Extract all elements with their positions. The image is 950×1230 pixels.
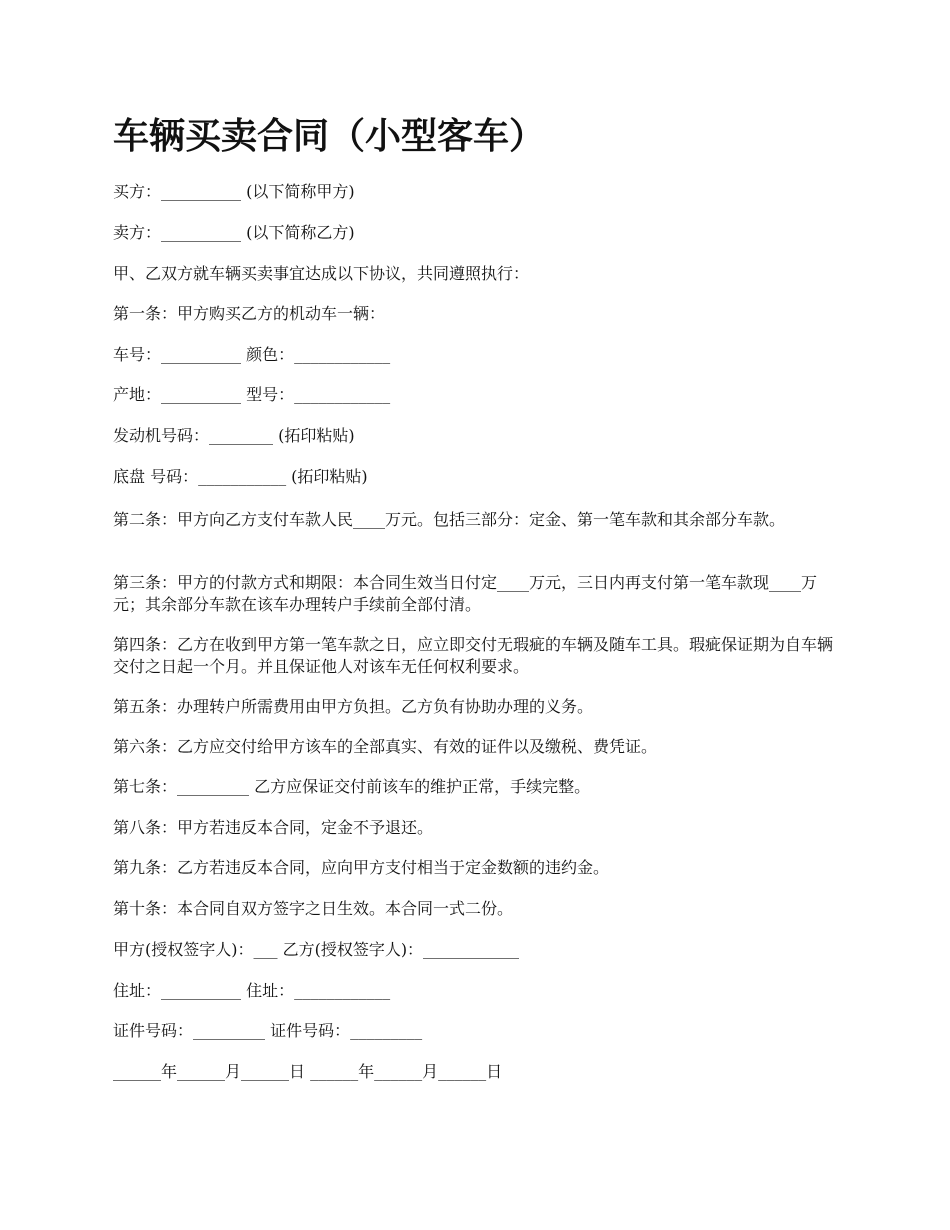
article-7: 第七条：_________ 乙方应保证交付前该车的维护正常，手续完整。 [113,777,591,796]
signatory-line: 甲方(授权签字人)：___ 乙方(授权签字人)：____________ [113,940,520,959]
article-8: 第八条：甲方若违反本合同，定金不予退还。 [113,818,434,837]
article-1: 第一条：甲方购买乙方的机动车一辆： [113,304,386,323]
engine-number-line: 发动机号码：________ (拓印粘贴) [113,426,355,445]
article-2: 第二条：甲方向乙方支付车款人民____万元。包括三部分：定金、第一笔车款和其余部分车款。 [113,510,786,529]
article-9: 第九条：乙方若违反本合同，应向甲方支付相当于定金数额的违约金。 [113,858,610,877]
vehicle-number-color-line: 车号：__________ 颜色：____________ [113,345,391,364]
buyer-line: 买方：__________ (以下简称甲方) [113,182,355,201]
address-line: 住址：__________ 住址：____________ [113,981,391,1000]
article-3: 第三条：甲方的付款方式和期限：本合同生效当日付定____万元，三日内再支付第一笔车款现____万元；其余部分车款在该车办理转户手续前全部付清。 [113,573,818,614]
id-number-line: 证件号码：_________ 证件号码：_________ [113,1021,423,1040]
chassis-number-line: 底盘 号码：___________ (拓印粘贴) [113,467,368,486]
article-6: 第六条：乙方应交付给甲方该车的全部真实、有效的证件以及缴税、费凭证。 [113,737,658,756]
agreement-intro: 甲、乙双方就车辆买卖事宜达成以下协议，共同遵照执行： [113,264,530,283]
origin-model-line: 产地：__________ 型号：____________ [113,385,391,404]
seller-line: 卖方：__________ (以下简称乙方) [113,223,355,242]
document-title: 车辆买卖合同（小型客车） [113,115,546,157]
article-10: 第十条：本合同自双方签字之日生效。本合同一式二份。 [113,899,514,918]
date-line: ______年______月______日 ______年______月______日 [113,1062,503,1081]
article-4: 第四条：乙方在收到甲方第一笔车款之日，应立即交付无瑕疵的车辆及随车工具。瑕疵保证期为自车辆交付之日起一个月。并且保证他人对该车无任何权利要求。 [113,635,834,676]
article-5: 第五条：办理转户所需费用由甲方负担。乙方负有协助办理的义务。 [113,697,594,716]
